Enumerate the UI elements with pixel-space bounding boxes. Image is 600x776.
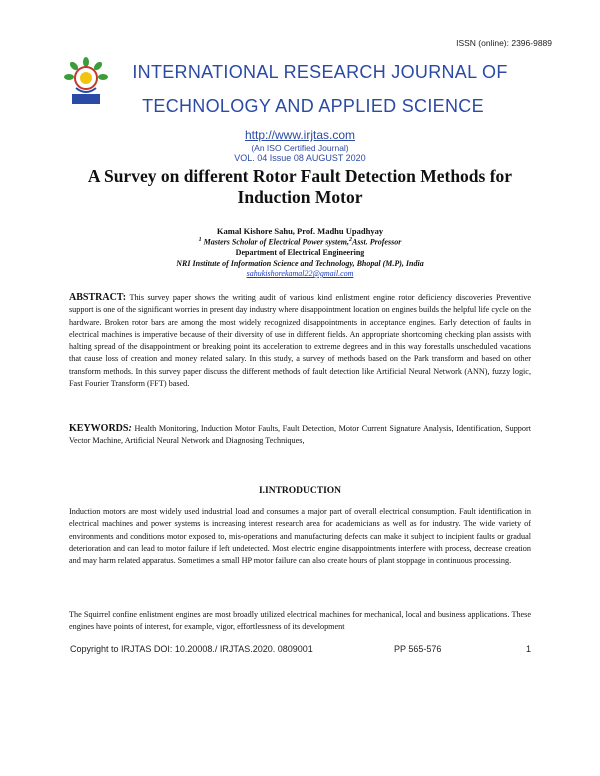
- abstract-text: This survey paper shows the writing audit of various kind enlistment engine rotor deficiency discoveries Preventive support is one of the significant worries in present day industry where disappointment location on engines builds the helpful life cycle on the hardware. Broken rotor bars are among the most widely recognized disappointments in acceptance engines. Early detection of faults in electrical machines is imperative because of their diversity of use in different fields. An appropriate shortcoming checking plan assists with halting spread of the disappointment or breaking point its acceleration to extreme degrees and in this way forestalls unscheduled vacations that cause loss of creation and money related salary. In this study, a survey of methods based on the Park transform and based on other transform methods. In this survey paper discuss the different methods of fault detection like Artificial Neural Network (ANN), fuzzy logic, Fast Fourier Transform (FFT) based.: [69, 293, 531, 389]
- introduction-paragraph-2: The Squirrel confine enlistment engines are most broadly utilized electrical machines for mechanical, local and business applications. These engines have points of interest, for example, vigor, effortlessness of its development: [69, 610, 531, 632]
- journal-url-link[interactable]: http://www.irjtas.com: [244, 128, 356, 142]
- institute: NRI Institute of Information Science and Technology, Bhopal (M.P), India: [176, 259, 424, 268]
- author-email-link[interactable]: sahukishorekamal22@gmail.com: [246, 269, 354, 278]
- affiliation-text-2: Asst. Professor: [351, 237, 402, 247]
- keywords-section: [69, 423, 531, 448]
- introduction-heading: I.INTRODUCTION: [258, 486, 342, 496]
- keywords-label: KEYWORDS:: [69, 423, 132, 434]
- volume-issue: VOL. 04 Issue 08 AUGUST 2020: [234, 153, 366, 163]
- footer-copyright: Copyright to IRJTAS DOI: 10.20008./ IRJTAS.2020. 0809001: [70, 644, 313, 654]
- introduction-paragraph-1: Induction motors are most widely used industrial load and consumes a major part of overall electrical consumption. Fault identification in electrical machines and power systems is increasing interest research area for academicians as well as for industry. The wide variety of environments and conditions motor exposed to, mis-operations and manufacturing defects can make it subject to incipient faults or gradual deterioration and can lead to motor failure if left undetected. Most electric engine disappointments interfere with process, decrease creation and may harm related apparatus. Sometimes a small HP motor failure can also create hours of plant stoppage in continuous processing.: [69, 507, 531, 566]
- affiliation-mark-2: 2: [348, 237, 352, 243]
- issn-label: ISSN (online): 2396-9889: [456, 38, 552, 48]
- affiliation-mark: 1: [198, 237, 202, 243]
- affiliation-text: Masters Scholar of Electrical Power system,: [203, 237, 349, 247]
- abstract-label: ABSTRACT:: [69, 292, 127, 303]
- footer-page-number: 1: [526, 644, 532, 654]
- journal-title-line2: TECHNOLOGY AND APPLIED SCIENCE: [142, 96, 484, 116]
- iso-certified-note: (An ISO Certified Journal): [251, 143, 349, 153]
- paper-title: A Survey on different Rotor Fault Detection Methods for Induction Motor: [87, 166, 513, 207]
- footer-pages: PP 565-576: [394, 644, 442, 654]
- journal-title-line1: INTERNATIONAL RESEARCH JOURNAL OF: [132, 62, 508, 82]
- abstract-section: [69, 292, 531, 390]
- keywords-text: Health Monitoring, Induction Motor Faults, Fault Detection, Motor Current Signature Analysis, Identification, Support Vector Machine, Artificial Neural Network and Diagnosing Techniques,: [69, 424, 531, 446]
- author-affiliation: [0, 237, 600, 247]
- paper-authors: Kamal Kishore Sahu, Prof. Madhu Upadhyay: [216, 226, 384, 236]
- department: Department of Electrical Engineering: [235, 248, 365, 257]
